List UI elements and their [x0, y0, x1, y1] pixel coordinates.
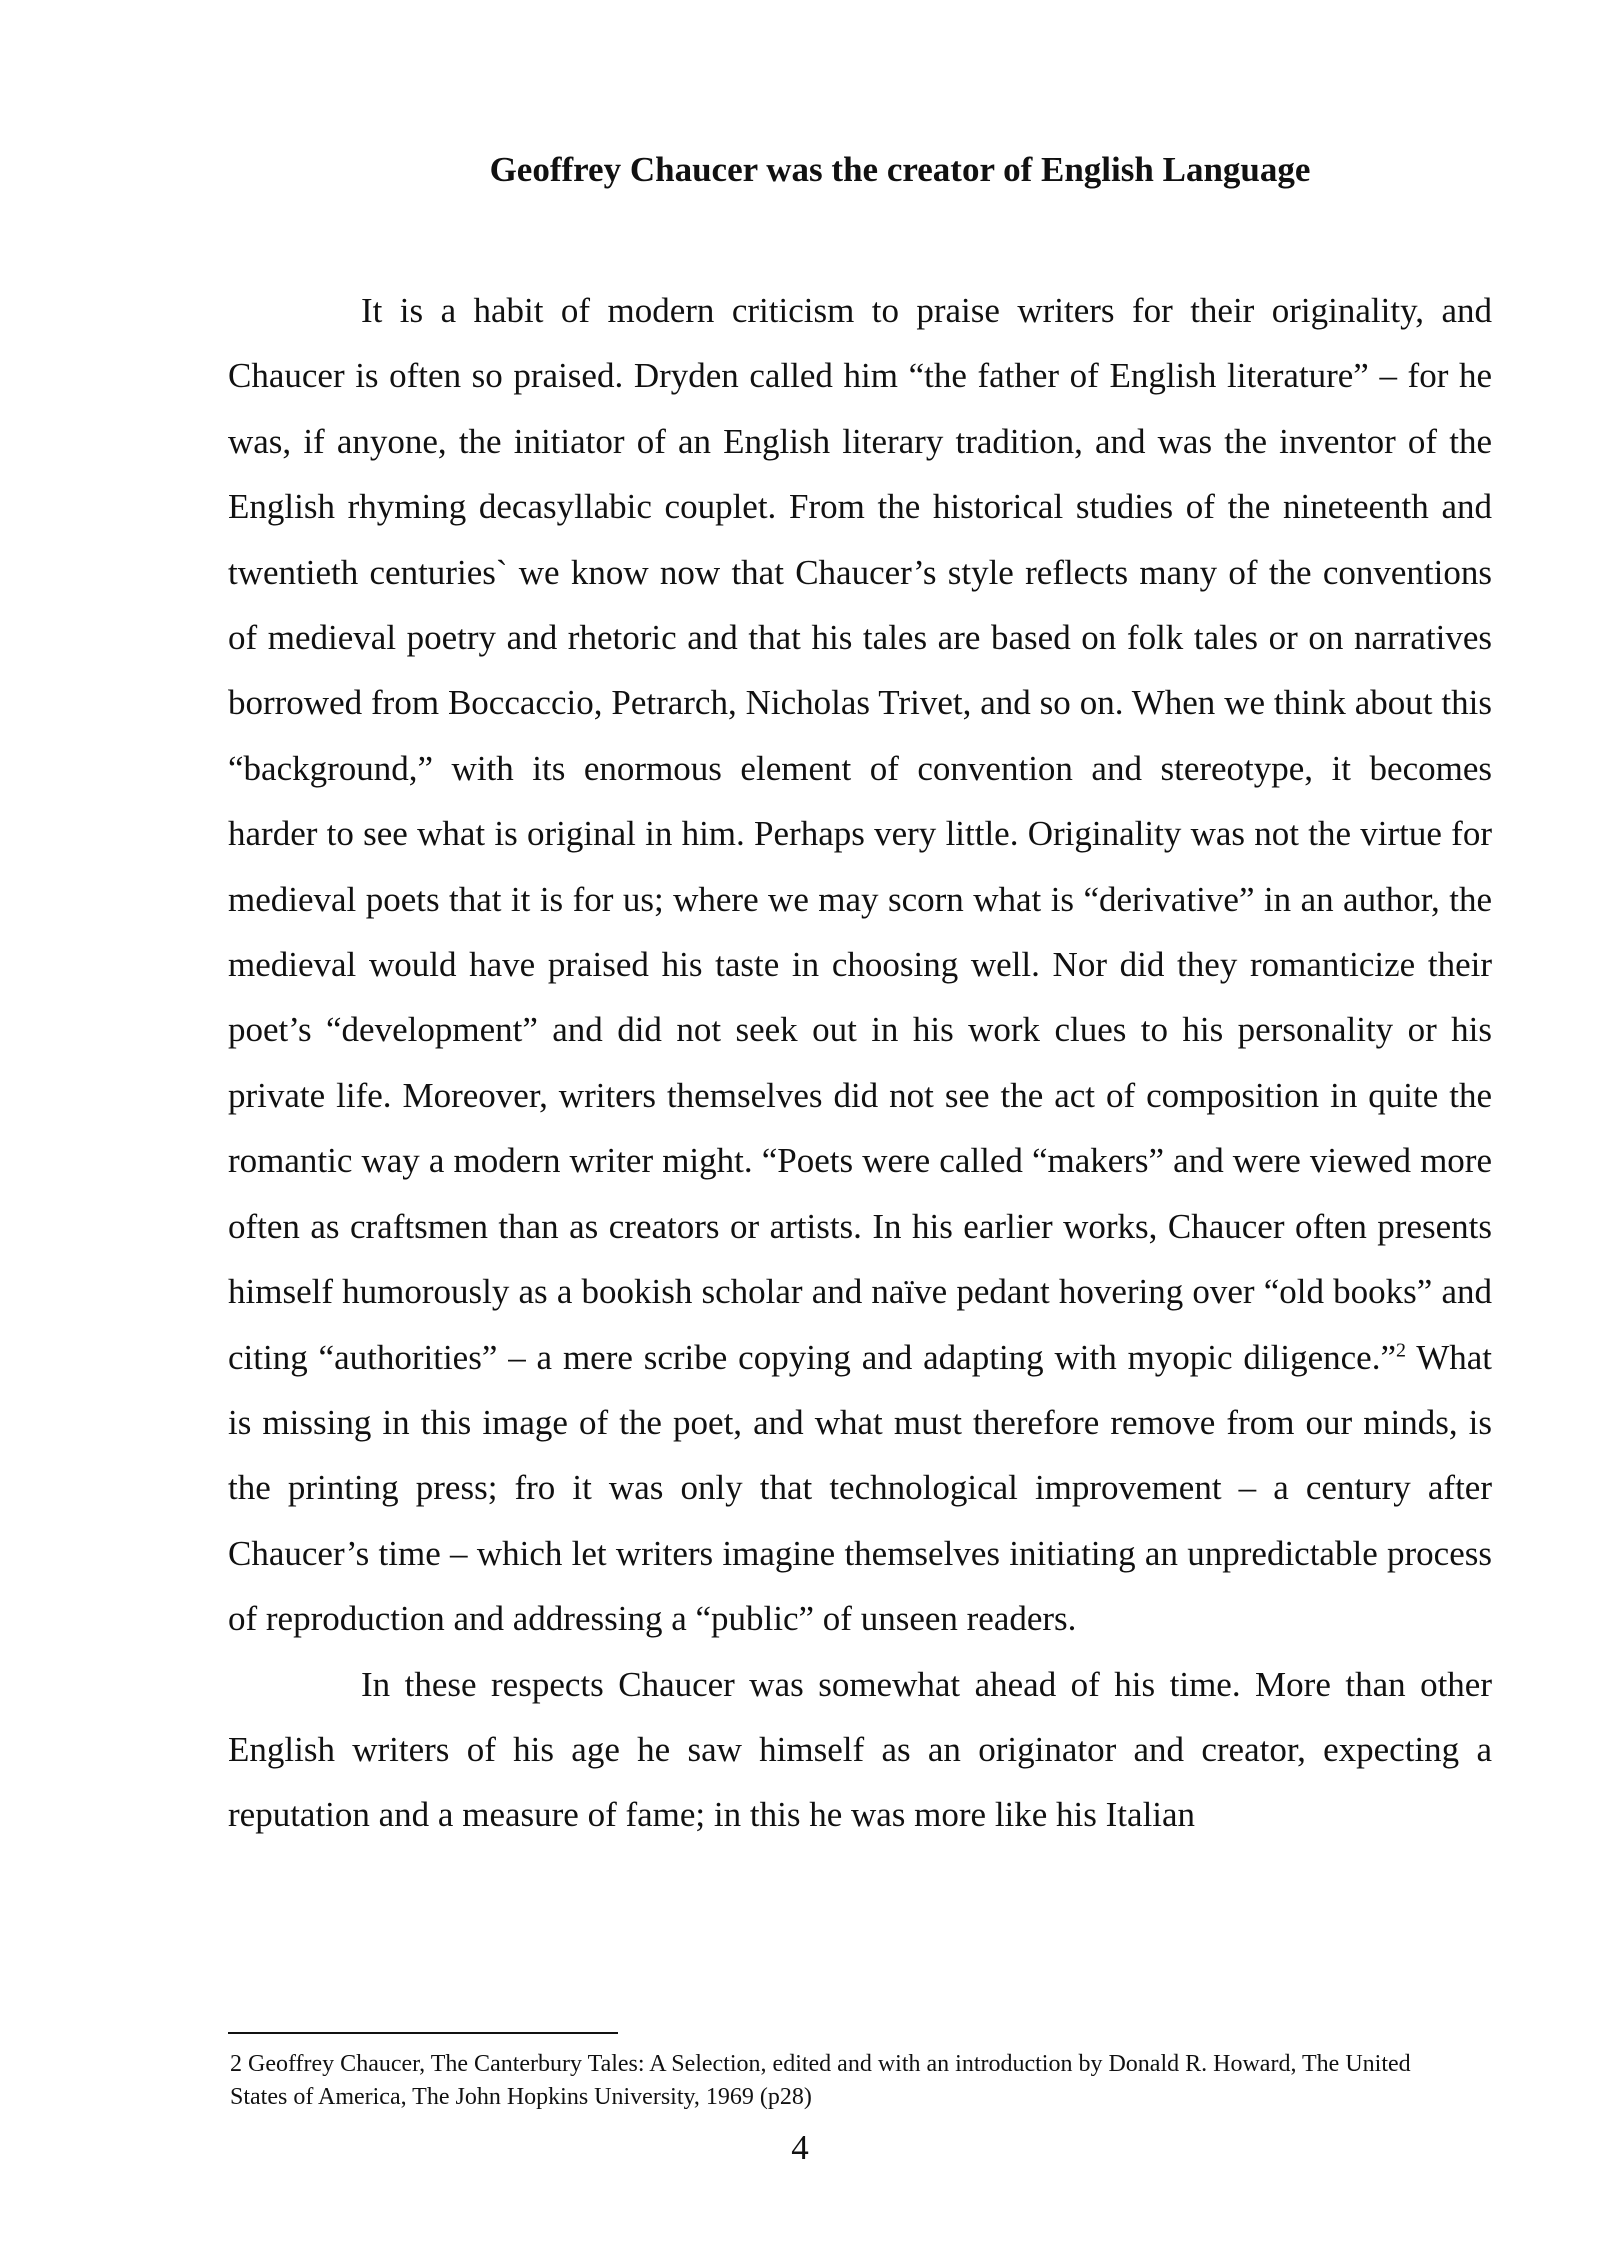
page-title: Geoffrey Chaucer was the creator of English Language	[489, 150, 1311, 189]
paragraph-1	[228, 278, 1492, 1652]
footnote-number: 2	[230, 2051, 242, 2077]
paragraph-1-text-continued: What is missing in this image of the poet, and what must therefore remove from our minds, is the printing press; fro it was only that technological improvement – a century after Chaucer’s time – which let writers imagine themselves initiating an unpredictable process of reproduction and addressing a “public” of unseen readers.	[228, 1337, 1492, 1639]
footnote-separator	[228, 2032, 618, 2034]
paragraph-1-text: It is a habit of modern criticism to praise writers for their originality, and Chaucer is often so praised. Dryden called him “the father of English literature” – for he was, if anyone, the initiator of an English literary tradition, and was the inventor of the English rhyming decasyllabic couplet. From the historical studies of the nineteenth and twentieth centuries` we know now that Chaucer’s style reflects many of the conventions of medieval poetry and rhetoric and that his tales are based on folk tales or on narratives borrowed from Boccaccio, Petrarch, Nicholas Trivet, and so on. When we think about this “background,” with its enormous element of convention and stereotype, it becomes harder to see what is original in him. Perhaps very little. Originality was not the virtue for medieval poets that it is for us; where we may scorn what is “derivative” in an author, the medieval would have praised his taste in choosing well. Nor did they romanticize their poet’s “development” and did not seek out in his work clues to his personality or his private life. Moreover, writers themselves did not see the act of composition in quite the romantic way a modern writer might. “Poets were called “makers” and were viewed more often as craftsmen than as creators or artists. In his earlier works, Chaucer often presents himself humorously as a bookish scholar and naïve pedant hovering over “old books” and citing “authorities” – a mere scribe copying and adapting with myopic diligence.”	[228, 291, 1492, 1377]
page-number: 4	[791, 2128, 809, 2167]
footnote-text: Geoffrey Chaucer, The Canterbury Tales: A Selection, edited and with an introduction by Donald R. Howard, The United States of America, The John Hopkins University, 1969 (p28)	[230, 2051, 1411, 2110]
footnote	[230, 2048, 1470, 2114]
paragraph-2: In these respects Chaucer was somewhat ahead of his time. More than other English writers of his age he saw himself as an originator and creator, expecting a reputation and a measure of fame; in this he was more like his Italian	[228, 1664, 1492, 1835]
footnote-reference[interactable]: 2	[1395, 1338, 1406, 1361]
body-text	[228, 278, 1492, 1848]
